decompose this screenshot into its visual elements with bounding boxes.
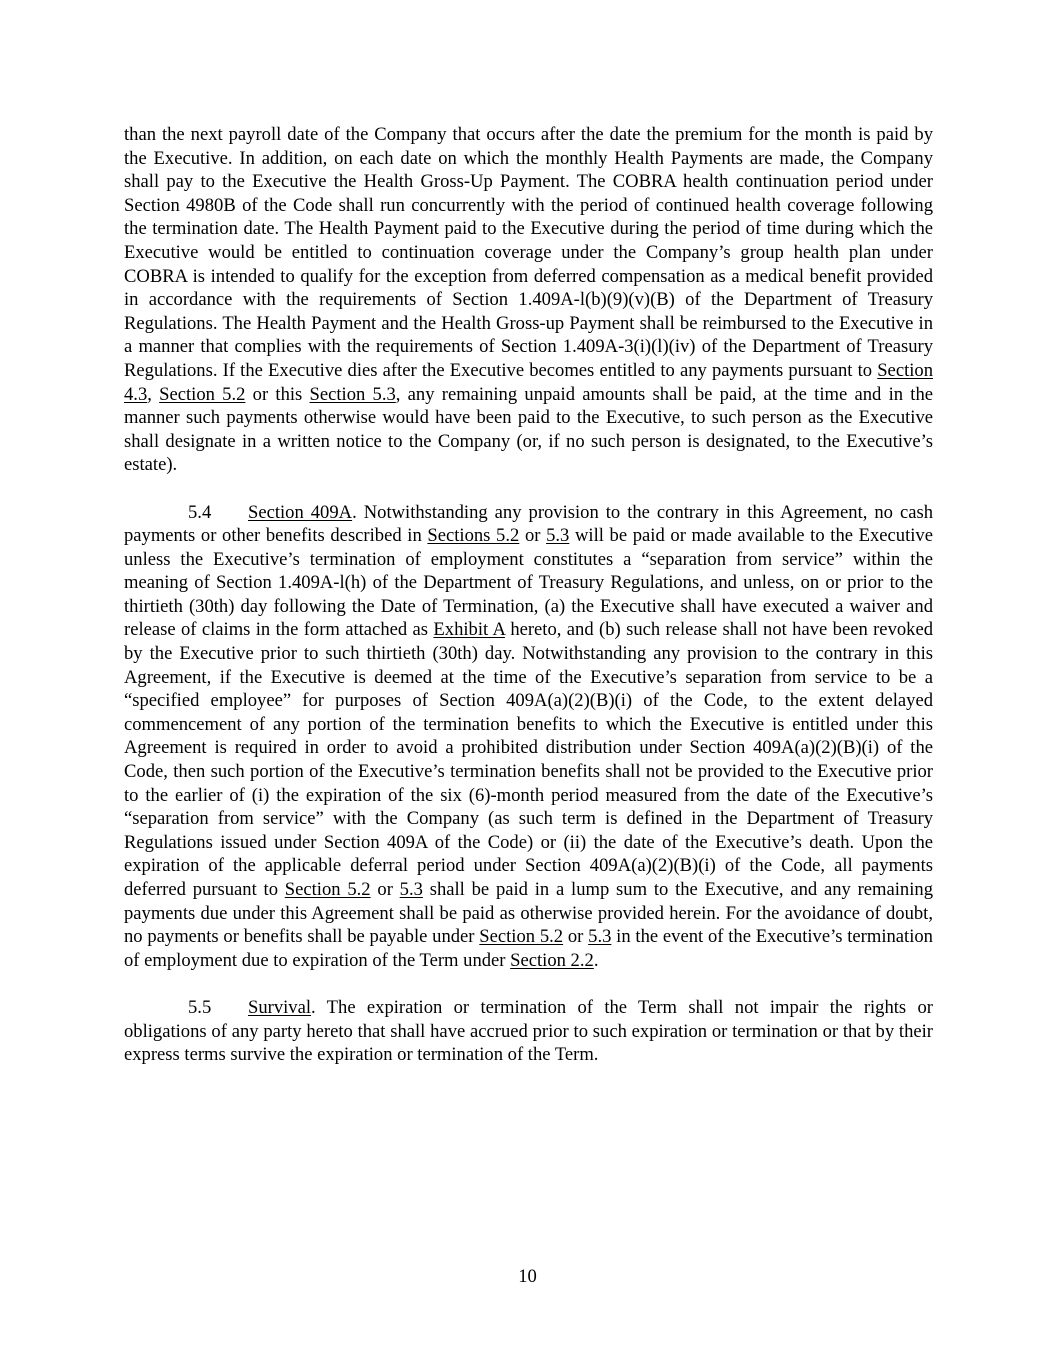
section-reference: Section 5.2: [284, 879, 371, 900]
section-heading: Survival: [248, 996, 312, 1018]
section-reference: 5.3: [546, 525, 570, 547]
section-reference: 5.3: [588, 926, 612, 948]
section-reference: Sections 5.2: [427, 525, 520, 547]
paragraph-text: .: [593, 949, 599, 971]
paragraph-text: will be paid or made available to the Executive unless the Executive’s termination of employment constitutes a “separation from service” within the meaning of Section 1.409A-l(h) of the Department of Treasury Regulations, and unless, on or prior to the thirtieth (30th) day following the Date of Termination, (a) the Executive shall have executed a waiver and release of claims in the form attached as: [124, 525, 933, 641]
section-number: 5.4: [188, 501, 212, 523]
section-reference: Section 4.3: [124, 359, 933, 405]
paragraph-health-payments: [124, 123, 933, 477]
paragraph-text: hereto, and (b) such release shall not have been revoked by the Executive prior to such thirtieth (30th) day. Notwithstanding any provision to the contrary in this Agreement, if the Executive is deemed at the time of the Executive’s separation from service to be a “specified employee” for purposes of Section 409A(a)(2)(B)(i) of the Code, to the extent delayed commencement of any portion of the termination benefits to which the Executive is entitled under this Agreement is required in order to avoid a prohibited distribution under Section 409A(a)(2)(B)(i) of the Code, then such portion of the Executive’s termination benefits shall not be provided to the Executive prior to the earlier of (i) the expiration of the six (6)-month period measured from the date of the Executive’s “separation from service” with the Company (as such term is defined in the Department of Treasury Regulations issued under Section 409A of the Code) or (ii) the date of the Executive’s death. Upon the expiration of the applicable deferral period under Section 409A(a)(2)(B)(i) of the Code, all payments deferred pursuant to: [124, 619, 934, 900]
paragraph-text: . The expiration or termination of the Term shall not impair the rights or obligations of any party hereto that shall have accrued prior to such expiration or termination or that by their express terms survive the expiration or termination of the Term.: [124, 996, 933, 1066]
paragraph-text: than the next payroll date of the Company that occurs after the date the premium for the month is paid by the Executive. In addition, on each date on which the monthly Health Payments are made, the Company shall pay to the Executive the Health Gross-Up Payment. The COBRA health continuation period under Section 4980B of the Code shall run concurrently with the period of continued health coverage following the termination date. The Health Payment paid to the Executive during the period of time during which the Executive would be entitled to continuation coverage under the Company’s group health plan under COBRA is intended to qualify for the exception from deferred compensation as a medical benefit provided in accordance with the requirements of Section 1.409A-l(b)(9)(v)(B) of the Department of Treasury Regulations. The Health Payment and the Health Gross-up Payment shall be reimbursed to the Executive in a manner that complies with the requirements of Section 1.409A-3(i)(l)(iv) of the Department of Treasury Regulations. If the Executive dies after the Executive becomes entitled to any payments pursuant to: [124, 124, 933, 381]
page-number: 10: [518, 1266, 537, 1287]
section-reference: Section 2.2: [510, 949, 594, 971]
section-number: 5.5: [188, 996, 212, 1018]
paragraph-text: ,: [147, 383, 160, 405]
paragraph-text: shall be paid in a lump sum to the Executive, and any remaining payments due under this Agreement shall be paid as otherwise provided herein. For the avoidance of doubt, no payments or benefits shall be payable under: [124, 879, 933, 948]
paragraph-text: . Notwithstanding any provision to the contrary in this Agreement, no cash payments or other benefits described in: [124, 501, 933, 547]
paragraph-text: or: [563, 926, 589, 948]
section-reference: Section 5.2: [159, 383, 246, 405]
exhibit-reference: Exhibit A: [433, 619, 505, 641]
section-heading: Section 409A: [248, 501, 353, 523]
paragraph-text: in the event of the Executive’s termination of employment due to expiration of the Term under: [124, 926, 933, 971]
section-reference: Section 5.3: [309, 383, 396, 405]
section-reference: Section 5.2: [479, 926, 564, 948]
section-5-5-paragraph: [124, 996, 933, 1067]
paragraph-text: , any remaining unpaid amounts shall be paid, at the time and in the manner such payments otherwise would have been paid to the Executive, to such person as the Executive shall designate in a written notice to the Company (or, if no such person is designated, to the Executive’s estate).: [124, 383, 933, 476]
section-5-4-paragraph: [124, 501, 933, 973]
section-reference: 5.3: [399, 879, 423, 900]
paragraph-text: or: [519, 525, 547, 547]
paragraph-text: or this: [245, 383, 310, 405]
paragraph-text: or: [370, 879, 400, 900]
document-body: [124, 123, 933, 1067]
